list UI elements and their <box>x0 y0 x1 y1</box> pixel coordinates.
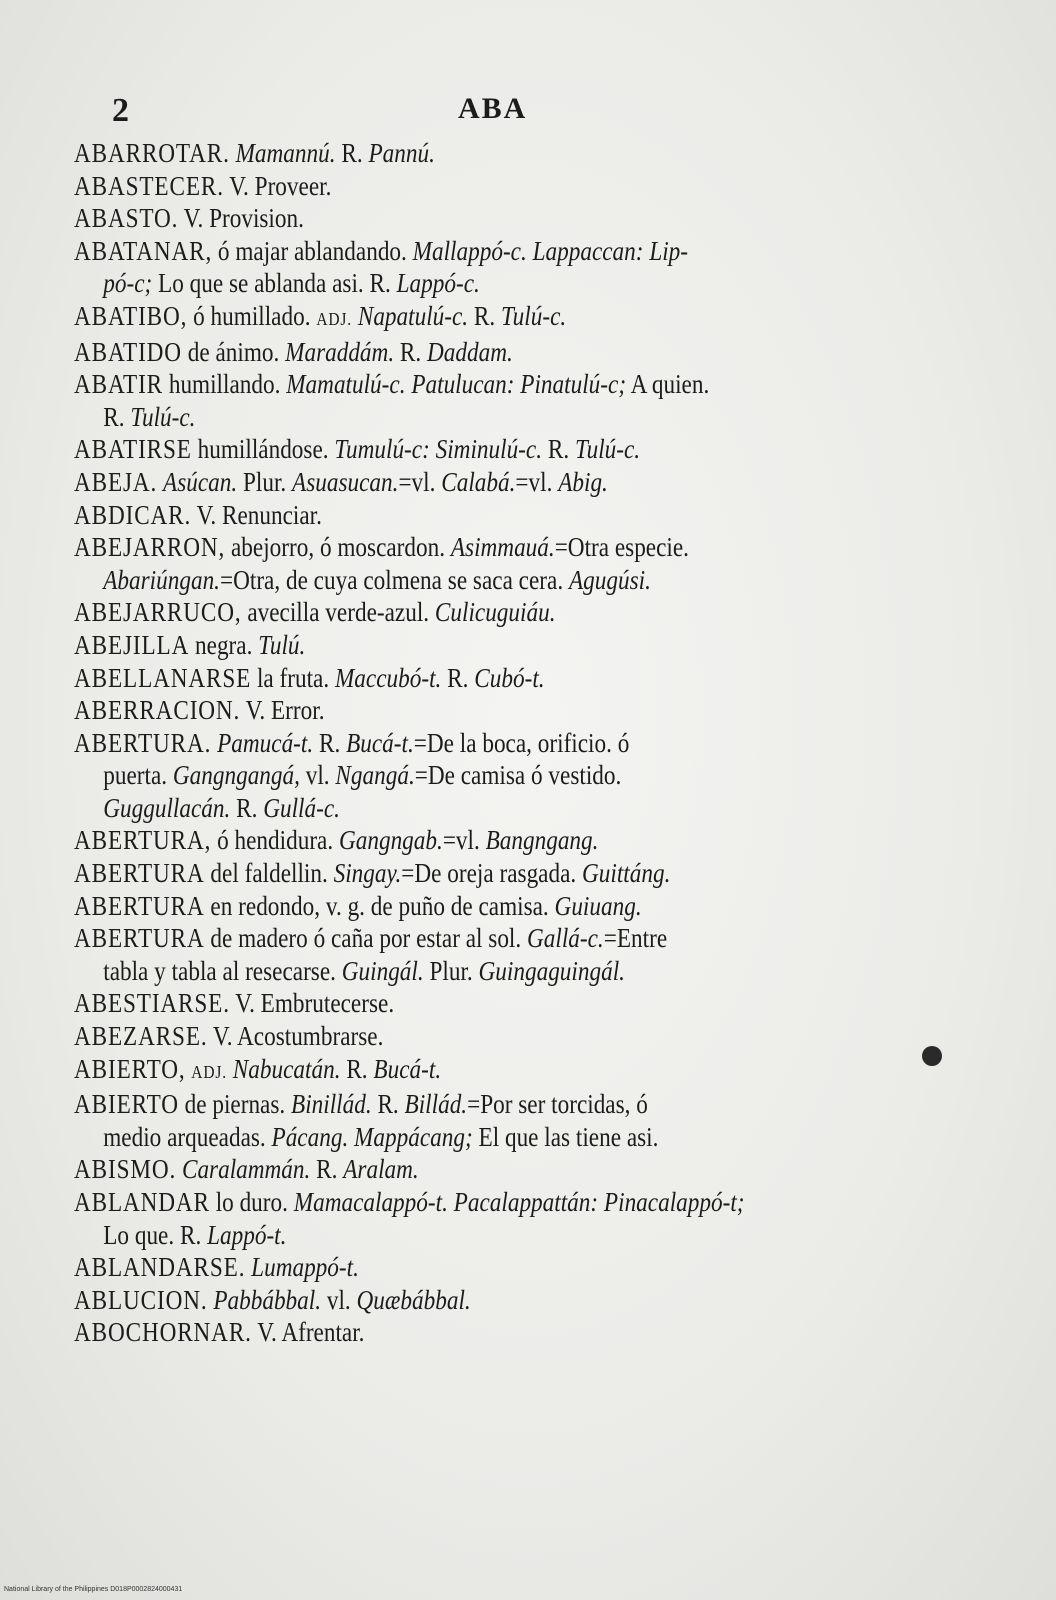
ibanag-translation: Daddam. <box>427 336 513 367</box>
dictionary-entry <box>74 1020 934 1053</box>
ibanag-translation: Quæbábbal. <box>356 1284 471 1315</box>
ibanag-translation: Asimmauá. <box>450 532 555 563</box>
ibanag-translation: Maraddám. <box>285 336 395 367</box>
dictionary-entry <box>74 987 934 1020</box>
headword: ABATIDO <box>74 336 182 367</box>
dictionary-entry <box>74 1088 934 1121</box>
definition-text: ó hendidura. <box>211 825 339 856</box>
definition-text: tabla y tabla al resecarse. <box>103 955 342 986</box>
definition-text: =De camisa ó vestido. <box>414 760 622 791</box>
definition-text: Lo que. R. <box>103 1219 208 1250</box>
definition-text: Lo que se ablanda asi. R. <box>152 268 397 299</box>
entry-continuation-line <box>74 267 934 300</box>
ibanag-translation: Pannú. <box>368 138 435 168</box>
dictionary-entry <box>74 662 934 695</box>
definition-text: R. <box>468 300 502 331</box>
definition-text: =Otra, de cuya colmena se saca cera. <box>219 564 569 595</box>
ibanag-translation: Cubó-t. <box>474 662 545 693</box>
ibanag-translation: Guiuang. <box>554 890 642 921</box>
headword: ABERTURA <box>74 858 205 889</box>
definition-text: V. Embrutecerse. <box>229 988 395 1019</box>
ibanag-translation: Bangngang. <box>485 825 599 856</box>
dictionary-entry <box>74 531 934 564</box>
headword: ABERTURA, <box>74 825 212 856</box>
ibanag-translation: Lappó-t. <box>207 1219 287 1250</box>
definition-text: =vl. <box>515 466 559 497</box>
ibanag-translation: Abariúngan. <box>103 564 220 595</box>
dictionary-entry <box>74 629 934 662</box>
dictionary-entry <box>74 300 934 336</box>
definition-text: =Por ser torcidas, ó <box>467 1089 648 1120</box>
ibanag-translation: Gangngab. <box>338 825 443 856</box>
ibanag-translation: Aralam. <box>343 1154 419 1185</box>
ibanag-translation: Nabucatán. <box>232 1053 341 1084</box>
ibanag-translation: Gangngangá, <box>172 760 300 791</box>
headword: ABISMO. <box>74 1154 177 1185</box>
definition-text: =vl. <box>442 825 486 856</box>
ink-spot <box>922 1046 942 1066</box>
definition-text: humillándose. <box>191 434 335 465</box>
entry-continuation-line <box>74 759 934 792</box>
definition-text: ó humillado. <box>187 300 317 331</box>
definition-text: A quien. <box>626 369 710 400</box>
headword: ABIERTO <box>74 1089 179 1120</box>
headword: ABERTURA <box>74 890 205 921</box>
definition-text: El que las tiene asi. <box>472 1121 659 1152</box>
headword: ABATANAR, <box>74 235 213 266</box>
dictionary-entry <box>74 857 934 890</box>
definition-text: R. <box>371 1089 405 1120</box>
ibanag-translation: Calabá. <box>441 466 516 497</box>
dictionary-entry <box>74 235 934 268</box>
dictionary-entry <box>74 1284 934 1317</box>
ibanag-translation: Binillád. <box>291 1089 372 1120</box>
dictionary-entry <box>74 1153 934 1186</box>
definition-text: Plur. <box>423 955 479 986</box>
definition-text: V. Acostumbrarse. <box>207 1021 384 1052</box>
definition-text: V. Provision. <box>178 203 304 234</box>
headword: ABELLANARSE <box>74 662 252 693</box>
ibanag-translation: pó-c; <box>103 268 153 299</box>
definition-text: humillando. <box>163 369 287 400</box>
headword: ABDICAR. <box>74 499 192 530</box>
entry-continuation-line <box>74 1219 934 1252</box>
ibanag-translation: Pamucá-t. <box>217 727 314 758</box>
dictionary-entry <box>74 499 934 532</box>
entry-continuation-line <box>74 792 934 825</box>
ibanag-translation: Mallappó-c. Lappaccan: Lip- <box>412 235 689 266</box>
ibanag-translation: Billád. <box>404 1089 468 1120</box>
definition-text: de piernas. <box>178 1089 292 1120</box>
definition-text: R. <box>542 434 575 465</box>
headword: ABEJARRON, <box>74 532 226 563</box>
dictionary-entry <box>74 694 934 727</box>
headword: ABATIBO, <box>74 300 188 331</box>
dictionary-entry <box>74 1053 934 1089</box>
ibanag-translation: Singay. <box>333 858 402 889</box>
headword: ABARROTAR. <box>74 138 230 168</box>
dictionary-entry <box>74 170 934 203</box>
definition-text: V. Afrentar. <box>251 1317 365 1348</box>
ibanag-translation: Maccubó-t. <box>334 662 442 693</box>
definition-text: =Otra especie. <box>554 532 689 563</box>
definition-text: del faldellin. <box>204 858 334 889</box>
ibanag-translation: Bucá-t. <box>373 1053 442 1084</box>
library-footer: National Library of the Philippines D018P0002824000431 <box>4 1586 183 1593</box>
definition-text: R. <box>313 727 347 758</box>
ibanag-translation: Pabbábbal. <box>213 1284 322 1315</box>
definition-text: de madero ó caña por estar al sol. <box>204 923 528 954</box>
dictionary-entry <box>74 1186 934 1219</box>
ibanag-translation: Mamatulú-c. Patulucan: Pinatulú-c; <box>286 369 627 400</box>
dictionary-entry <box>74 596 934 629</box>
headword: ABATIR <box>74 369 164 400</box>
headword: ABEJA. <box>74 466 158 497</box>
definition-text: puerta. <box>103 760 173 791</box>
dictionary-entry <box>74 890 934 923</box>
ibanag-translation: Tumulú-c: Siminulú-c. <box>334 434 543 465</box>
definition-text: V. Error. <box>240 695 325 726</box>
definition-text: lo duro. <box>209 1187 294 1217</box>
headword: ABEJILLA <box>74 629 190 660</box>
ibanag-translation: Tulú-c. <box>130 401 196 432</box>
definition-text: Plur. <box>237 466 293 497</box>
dictionary-entry <box>74 1316 934 1349</box>
ibanag-translation: Pácang. Mappácang; <box>271 1121 473 1152</box>
ibanag-translation: Napatulú-c. <box>357 300 469 331</box>
entry-continuation-line <box>74 955 934 988</box>
running-head: ABA <box>458 92 528 125</box>
dictionary-entry <box>74 727 934 760</box>
headword: ABASTO. <box>74 203 179 234</box>
dictionary-entry <box>74 336 934 369</box>
dictionary-entry <box>74 202 934 235</box>
definition-text: =vl. <box>398 466 442 497</box>
definition-text: vl. <box>299 760 336 791</box>
dictionary-entry <box>74 433 934 466</box>
headword: ABOCHORNAR. <box>74 1317 252 1348</box>
headword: ABLANDAR <box>74 1187 210 1217</box>
ibanag-translation: Gullá-c. <box>263 792 340 823</box>
definition-text: R. <box>230 792 264 823</box>
definition-text: vl. <box>321 1284 357 1315</box>
ibanag-translation: Abig. <box>558 466 608 497</box>
ibanag-translation: Tulú-c. <box>501 300 567 331</box>
dictionary-entry <box>74 137 934 170</box>
definition-text: =De oreja rasgada. <box>401 858 583 889</box>
definition-text: medio arqueadas. <box>103 1121 272 1152</box>
definition-text: =Entre <box>603 923 668 954</box>
dictionary-entry <box>74 368 934 401</box>
ibanag-translation: Lumappó-t. <box>251 1252 359 1283</box>
definition-text: abejorro, ó moscardon. <box>225 532 451 563</box>
ibanag-translation: Mamacalappó-t. Pacalappattán: Pinacalappó-t; <box>293 1187 745 1217</box>
definition-text: R. <box>394 336 428 367</box>
ibanag-translation: Guggullacán. <box>103 792 231 823</box>
headword: ABEJARRUCO, <box>74 597 242 628</box>
ibanag-translation: Bucá-t. <box>346 727 414 758</box>
ibanag-translation: Guingaguingál. <box>478 955 625 986</box>
headword: ABLANDARSE. <box>74 1252 246 1283</box>
ibanag-translation: Asúcan. <box>163 466 238 497</box>
ibanag-translation: Agugúsi. <box>568 564 651 595</box>
ibanag-translation: Tulú-c. <box>574 434 641 465</box>
definition-text: en redondo, v. g. de puño de camisa. <box>204 890 555 921</box>
dictionary-entry <box>74 824 934 857</box>
dictionary-entry <box>74 1251 934 1284</box>
ibanag-translation: Mamannú. <box>235 138 336 168</box>
ibanag-translation: Tulú. <box>258 629 306 660</box>
headword: ABESTIARSE. <box>74 988 230 1019</box>
dictionary-entry <box>74 466 934 499</box>
definition-text: R. <box>310 1154 344 1185</box>
definition-text: ó majar ablandando. <box>212 235 413 266</box>
ibanag-translation: Ngangá. <box>335 760 415 791</box>
headword: ABERTURA <box>74 923 205 954</box>
definition-text: R. <box>441 662 475 693</box>
grammar-abbreviation: ADJ. <box>316 308 353 329</box>
ibanag-translation: Caralammán. <box>181 1154 311 1185</box>
headword: ABASTECER. <box>74 170 224 201</box>
ibanag-translation: Lappó-c. <box>396 268 480 299</box>
headword: ABERRACION. <box>74 695 241 726</box>
entry-continuation-line <box>74 564 934 597</box>
entry-continuation-line <box>74 401 934 434</box>
entry-continuation-line <box>74 1121 934 1154</box>
page-number: 2 <box>112 92 130 129</box>
definition-text: =De la boca, orificio. ó <box>413 727 630 758</box>
definition-text: negra. <box>189 629 259 660</box>
definition-text: la fruta. <box>251 662 335 693</box>
ibanag-translation: Asuasucan. <box>292 466 399 497</box>
dictionary-entry <box>74 922 934 955</box>
definition-text: V. Proveer. <box>223 170 332 201</box>
ibanag-translation: Guittáng. <box>582 858 671 889</box>
ibanag-translation: Guingál. <box>341 955 424 986</box>
definition-text: R. <box>103 401 131 432</box>
headword: ABERTURA. <box>74 727 212 758</box>
headword: ABIERTO, <box>74 1053 186 1084</box>
definition-text: de ánimo. <box>181 336 286 367</box>
definition-text: R. <box>335 138 369 168</box>
ibanag-translation: Culicuguiáu. <box>434 597 556 628</box>
headword: ABEZARSE. <box>74 1021 208 1052</box>
dictionary-entries <box>74 137 934 1349</box>
ibanag-translation: Gallá-c. <box>527 923 604 954</box>
grammar-abbreviation: ADJ. <box>191 1061 227 1082</box>
definition-text: V. Renunciar. <box>191 499 322 530</box>
headword: ABATIRSE <box>74 434 192 465</box>
definition-text: R. <box>340 1053 374 1084</box>
headword: ABLUCION. <box>74 1284 208 1315</box>
definition-text: avecilla verde-azul. <box>241 597 435 628</box>
